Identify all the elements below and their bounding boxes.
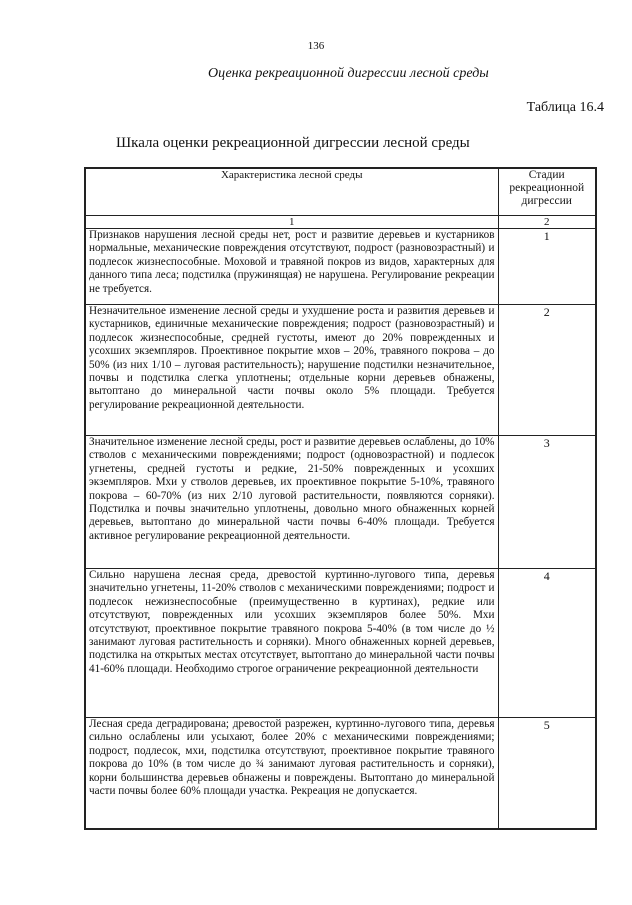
- row-stage: 5: [498, 718, 596, 830]
- table-number: Таблица 16.4: [526, 100, 604, 115]
- running-header: Оценка рекреационной дигрессии лесной среды: [208, 66, 489, 81]
- header-characteristic: Характеристика лесной среды: [85, 168, 498, 216]
- page-number: 136: [307, 40, 325, 52]
- table-row: [85, 305, 596, 436]
- table-row: [85, 569, 596, 718]
- column-number-2: 2: [498, 216, 596, 229]
- header-stage: Стадии рекреационной дигрессии: [498, 168, 596, 216]
- row-stage: 4: [498, 569, 596, 718]
- row-stage: 3: [498, 436, 596, 569]
- row-description: Незначительное изменение лесной среды и ухудшение роста и развития деревьев и кустарников, единичные механические повреждения; подрост (разновозрастный) и подлесок жизнеспособные, средней густоты, имеют до 20% поврежденных и усохших экземпляров. Проективное покрытие мхов – 20%, травяного покрова – до 50% (из них 1/10 – луговая растительность); нарушение подстилки незначительное, почвы и подстилка слегка уплотнены; отдельные корни деревьев обнажены, вытоптано до минеральной части почвы около 5% площади. Требуется регулирование рекреационной деятельности.: [85, 305, 498, 436]
- row-stage: 1: [498, 229, 596, 305]
- row-stage: 2: [498, 305, 596, 436]
- row-description: Лесная среда деградирована; древостой разрежен, куртинно-лугового типа, деревья сильно ослаблены или усыхают, более 20% с механическими повреждениями; подрост, подлесок, мхи, подстилка отсутствуют, проективное покрытие травяного покрова до 10% (в том числе до ¾ занимают луговая растительность и сорняки), корни большинства деревьев обнажены и повреждены. Вытоптано до минеральной части почвы более 60% площади участка. Рекреация не допускается.: [85, 718, 498, 830]
- table-title: Шкала оценки рекреационной дигрессии лесной среды: [116, 135, 470, 151]
- table-row: [85, 718, 596, 830]
- row-description: Признаков нарушения лесной среды нет, рост и развитие деревьев и кустарников нормальные, механические повреждения отсутствуют, подрост (разновозрастный) и подлесок жизнеспособные. Моховой и травяной покров из видов, характерных для данного типа леса; подстилка (пружинящая) не нарушена. Регулирование рекреации не требуется.: [85, 229, 498, 305]
- table-row: [85, 229, 596, 305]
- column-number-1: 1: [85, 216, 498, 229]
- row-description: Значительное изменение лесной среды, рост и развитие деревьев ослаблены, до 10% стволов с механическими повреждениями; подрост (одновозрастной) и подлесок угнетены, средней густоты и редкие, 21-50% поврежденных и усохших экземпляров. Мхи у стволов деревьев, их проективное покрытие 5-10%, травяного покрова – 60-70% (из них 2/10 луговой растительности, появляются сорняки). Подстилка и почвы значительно уплотнены, довольно много обнаженных корней деревьев, вытоптано до минеральной части почвы 6-40% площади. Требуется активное регулирование рекреационной деятельности.: [85, 436, 498, 569]
- table-header-row: [85, 168, 596, 216]
- row-description: Сильно нарушена лесная среда, древостой куртинно-лугового типа, деревья значительно угнетены, 11-20% стволов с механическими повреждениями; подрост и подлесок нежизнеспособные (преимущественно в куртинах), редкие или отсутствуют, поврежденных или усохших экземпляров более 50%. Мхи отсутствуют, проективное покрытие травяного покрова 5-40% (в том числе до ½ занимают луговая растительность и сорняки). Много обнаженных корней деревьев, подстилка на открытых местах отсутствует, вытоптано до минеральной части почвы 41-60% площади. Необходимо строгое ограничение рекреационной деятельности: [85, 569, 498, 718]
- digression-scale-table: [84, 167, 597, 830]
- column-number-row: [85, 216, 596, 229]
- table-row: [85, 436, 596, 569]
